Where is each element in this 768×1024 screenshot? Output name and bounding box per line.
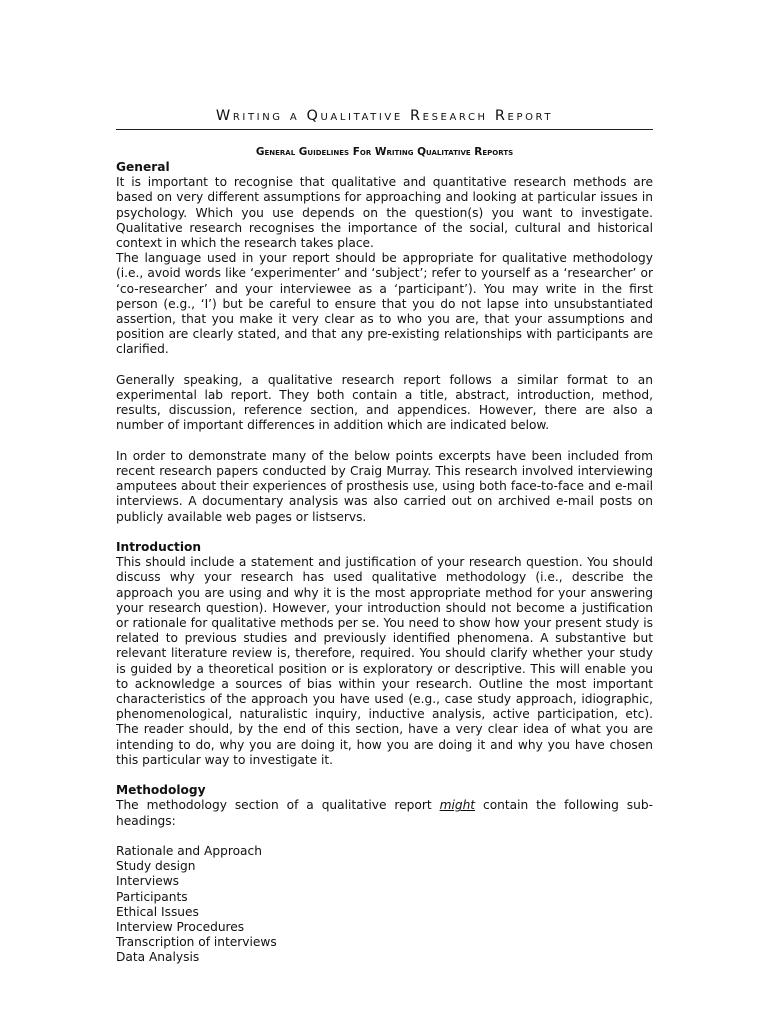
list-item: Transcription of interviews — [116, 935, 277, 950]
methodology-heading: Methodology — [116, 783, 206, 798]
list-item: Interview Procedures — [116, 920, 245, 935]
general-paragraph-2: The language used in your report should be appropriate for qualitative methodology (i.e., avoid words like ‘experimenter’ and ‘subject’; refer to yourself as a ‘researcher’ or ‘co-researcher’ and your interviewee as a ‘participant’). You may write in the first person (e.g., ‘I’) but be careful to ensure that you do not lapse into unsubstantiated assertion, that you make it very clear as to who you are, that your assumptions and position are clearly stated, and that any pre-existing relationships with participants are clarified. — [116, 251, 653, 357]
general-heading: General — [116, 160, 170, 174]
introduction-heading: Introduction — [116, 540, 202, 555]
general-paragraph-4: In order to demonstrate many of the below points excerpts have been included from recent research papers conducted by Craig Murray. This research involved interviewing amputees about their experiences of prosthesis use, using both face-to-face and e-mail interviews. A documentary analysis was also carried out on archived e-mail posts on publicly available web pages or listservs. — [116, 448, 653, 524]
introduction-paragraph: This should include a statement and justification of your research question. You should discuss why your research has used qualitative methodology (i.e., describe the approach you are using and why it is the most appropriate method for your answering your research question). However, your introduction should not become a justification or rationale for qualitative methods per se. You need to show how your present study is related to previous studies and previously identified phenomena. A substantive but relevant literature review is, therefore, required. You should clarify whether your study is guided by a theoretical position or is exploratory or descriptive. This will enable you to acknowledge a sources of bias within your research. Outline the most important characteristics of the approach you have used (e.g., case study approach, idiographic, phenomenological, naturalistic inquiry, inductive analysis, active participation, etc). The reader should, by the end of this section, have a very clear idea of what you are intending to do, why you are doing it, how you are doing it and why you have chosen this particular way to investigate it. — [116, 555, 653, 767]
methodology-intro-emphasis: might — [439, 798, 476, 813]
spacer — [116, 525, 653, 540]
methodology-intro — [116, 798, 653, 828]
spacer — [116, 768, 653, 783]
title-rule — [116, 129, 653, 130]
general-paragraph-1: It is important to recognise that qualitative and quantitative research methods are based on very different assumptions for approaching and looking at particular issues in psychology. Which you use depends on the question(s) you want to investigate. Qualitative research recognises the importance of the social, cultural and historical context in which the research takes place. — [116, 175, 653, 251]
list-item: Ethical Issues — [116, 904, 199, 919]
list-item: Participants — [116, 889, 188, 904]
methodology-subheadings-list — [116, 844, 653, 966]
list-item: Study design — [116, 859, 196, 874]
document-title: Writing a Qualitative Research Report — [215, 108, 554, 124]
list-item: Interviews — [116, 874, 180, 889]
methodology-intro-before: The methodology section of a qualitative report — [116, 798, 440, 813]
general-paragraph-3: Generally speaking, a qualitative research report follows a similar format to an experimental lab report. They both contain a title, abstract, introduction, method, results, discussion, reference section, and appendices. However, there are also a number of important differences in addition which are indicated below. — [116, 372, 653, 433]
spacer — [116, 829, 653, 844]
document-body — [116, 160, 653, 966]
document-subtitle: General Guidelines For Writing Qualitative Reports — [255, 146, 514, 158]
spacer — [116, 358, 653, 373]
list-item: Rationale and Approach — [116, 844, 262, 859]
methodology-intro-after: contain the following sub-headings: — [116, 798, 653, 828]
spacer — [116, 434, 653, 449]
list-item: Data Analysis — [116, 950, 200, 965]
